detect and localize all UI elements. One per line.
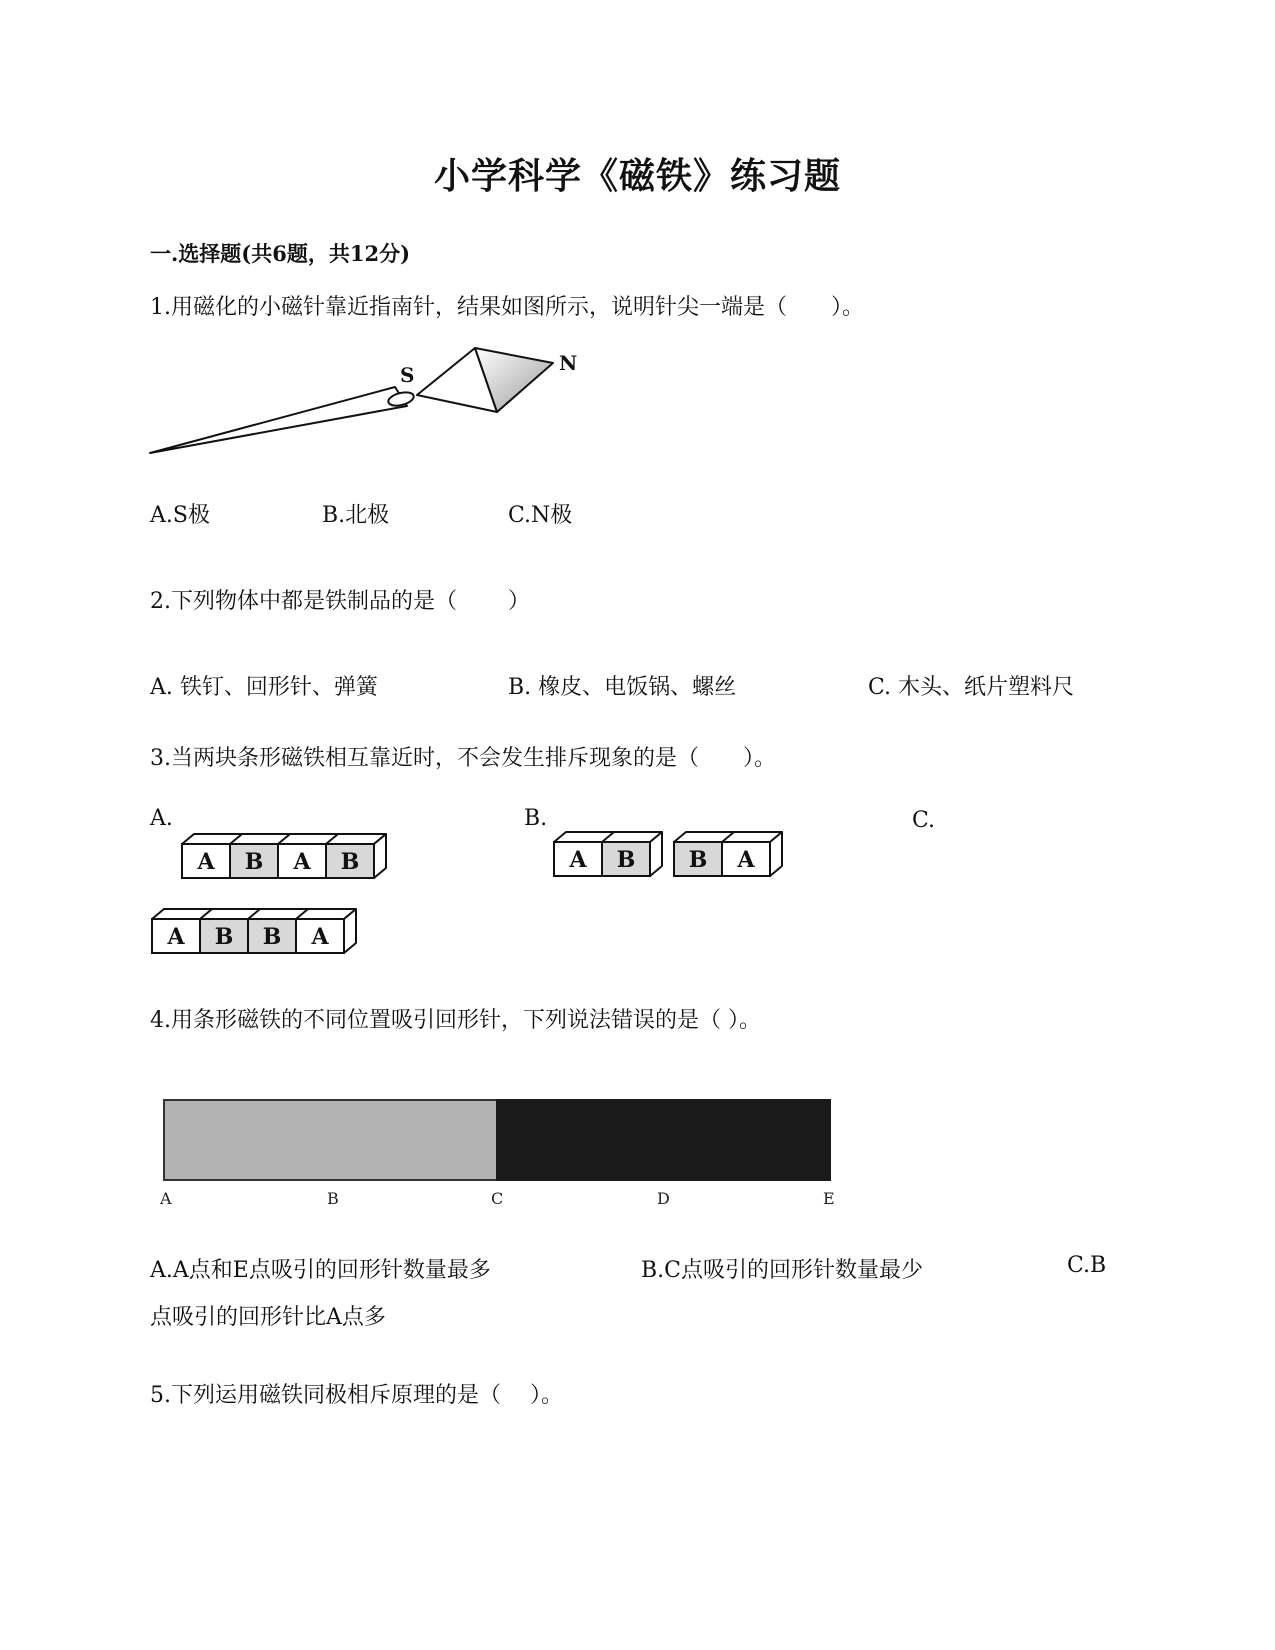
q4-option-b: B.C点吸引的回形针数量最少 [641, 1258, 923, 1283]
q3-figure-c [150, 907, 380, 957]
magnet-pole-label: B [616, 847, 636, 873]
magnet-label-a: A [160, 1189, 172, 1208]
question-4-stem: 4.用条形磁铁的不同位置吸引回形针，下列说法错误的是（ ）。 [150, 1008, 761, 1033]
magnet-left-half [164, 1100, 497, 1180]
magnet-pole-label: B [214, 924, 234, 950]
magnet-label-d: D [657, 1189, 670, 1208]
label-s: S [400, 363, 415, 387]
magnetized-needle [150, 387, 407, 453]
magnet-pole-label: A [293, 849, 311, 875]
q3-figure-b-magnet-1 [552, 830, 672, 880]
q3-option-a-label: A. [150, 806, 173, 831]
q1-option-b: B.北极 [322, 503, 390, 528]
magnet-pole-label: A [737, 847, 755, 873]
q3-figure-b-magnet-2 [672, 830, 792, 880]
q3-option-c-label: C. [912, 808, 936, 833]
q4-option-a: A.A点和E点吸引的回形针数量最多 [150, 1258, 491, 1283]
page-title: 小学科学《磁铁》练习题 [433, 155, 841, 197]
q3-option-b-label: B. [524, 806, 548, 831]
q1-option-a: A.S极 [150, 503, 210, 528]
magnet-pole-label: B [688, 847, 708, 873]
section-heading: 一.选择题(共6题，共12分) [150, 241, 411, 266]
q2-option-b: B. 橡皮、电饭锅、螺丝 [508, 675, 737, 700]
q4-option-c-continued: 点吸引的回形针比A点多 [150, 1305, 386, 1330]
magnet-right-half [497, 1100, 830, 1180]
q2-option-a: A. 铁钉、回形针、弹簧 [150, 675, 378, 700]
q2-option-c: C. 木头、纸片塑料尺 [868, 675, 1075, 700]
label-n: N [559, 351, 578, 375]
bar-magnet-figure [150, 1090, 850, 1210]
magnet-pole-label: B [340, 849, 360, 875]
magnet-pole-label: B [244, 849, 264, 875]
magnet-pole-label: A [167, 924, 185, 950]
q4-option-c: C.B [1067, 1253, 1107, 1278]
question-1-stem: 1.用磁化的小磁针靠近指南针，结果如图所示，说明针尖一端是（ ）。 [150, 295, 864, 320]
question-5-stem: 5.下列运用磁铁同极相斥原理的是（ ）。 [150, 1383, 563, 1408]
magnet-pole-label: A [311, 924, 329, 950]
q1-option-c: C.N极 [508, 503, 573, 528]
question-3-stem: 3.当两块条形磁铁相互靠近时，不会发生排斥现象的是（ ）。 [150, 746, 776, 771]
magnet-label-c: C [491, 1189, 504, 1208]
magnet-pole-label: B [262, 924, 282, 950]
magnet-label-b: B [327, 1189, 339, 1208]
magnet-pole-label: A [197, 849, 215, 875]
magnet-label-e: E [823, 1189, 835, 1208]
magnet-pole-label: A [569, 847, 587, 873]
q3-figure-a [180, 832, 410, 882]
needle-compass-figure [145, 340, 595, 465]
question-2-stem: 2.下列物体中都是铁制品的是（ ） [150, 589, 530, 614]
